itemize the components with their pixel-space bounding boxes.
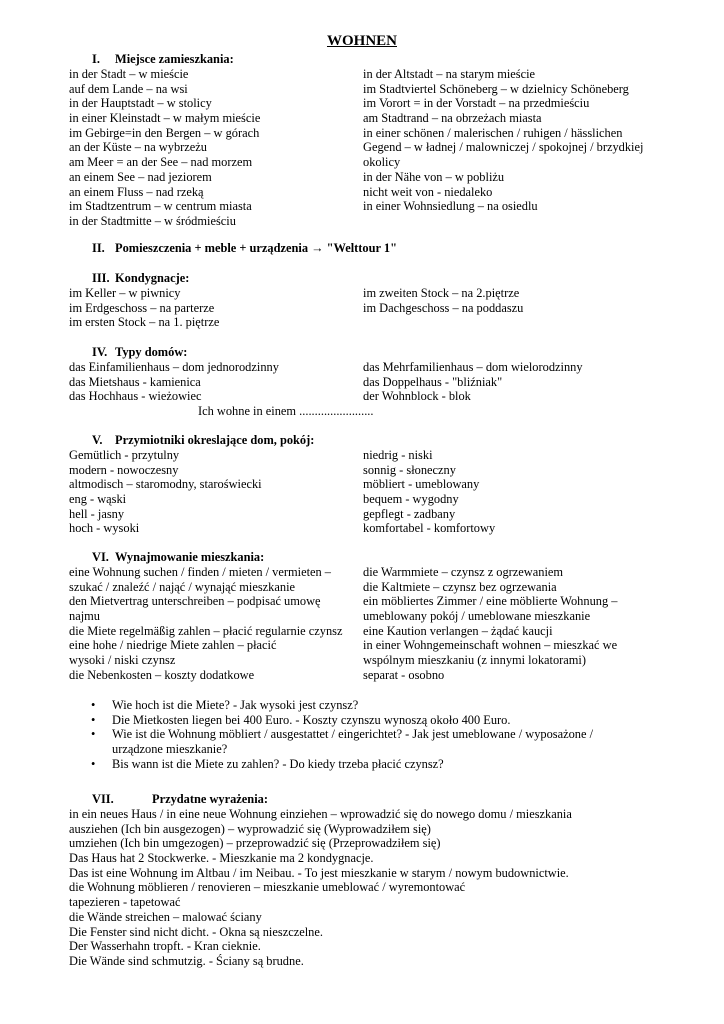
question-item: • Bis wann ist die Miete zu zahlen? - Do kiedy trzeba płacić czynsz? xyxy=(91,756,444,771)
fill-in-sentence: Ich wohne in einem ........................ xyxy=(198,404,374,418)
list-item: ein möbliertes Zimmer / eine möblierte Wohnung – xyxy=(363,594,618,609)
list-item: das Mehrfamilienhaus – dom wielorodzinny xyxy=(363,360,583,374)
section-5-left-column xyxy=(69,448,359,536)
list-item: im Vorort = in der Vorstadt – na przedmieściu xyxy=(363,96,590,111)
list-item: die Nebenkosten – koszty dodatkowe xyxy=(69,667,255,682)
document-title: WOHNEN xyxy=(326,33,397,49)
section-4-heading: IV. Typy domów: xyxy=(92,345,188,359)
section-3-right-column xyxy=(363,286,663,315)
list-item: im zweiten Stock – na 2.piętrze xyxy=(363,286,520,300)
list-item: an einem Fluss – nad rzeką xyxy=(69,184,204,199)
section-3-heading: III. Kondygnacje: xyxy=(92,271,190,285)
section-2-heading: II. Pomieszczenia + meble + urządzenia → "Welttour 1" xyxy=(92,241,397,255)
list-item: die Kaltmiete – czynsz bez ogrzewania xyxy=(363,579,557,594)
section-7 xyxy=(69,792,709,969)
list-item: ausziehen (Ich bin ausgezogen) – wyprowadzić się (Wyprowadziłem się) xyxy=(69,821,431,836)
section-4-left-column xyxy=(69,360,359,404)
list-item: in der Stadt – w mieście xyxy=(69,67,189,81)
list-item: in einer schönen / malerischen / ruhigen / hässlichen xyxy=(363,125,623,140)
list-item: in der Stadtmitte – w śródmieściu xyxy=(69,213,236,228)
list-item: bequem - wygodny xyxy=(363,492,459,507)
section-5-heading: V. Przymiotniki okreslające dom, pokój: xyxy=(92,433,315,447)
list-item: das Einfamilienhaus – dom jednorodzinny xyxy=(69,360,279,374)
question-item: • Die Mietkosten liegen bei 400 Euro. - Koszty czynszu wynoszą około 400 Euro. xyxy=(91,712,511,727)
section-3 xyxy=(69,271,709,330)
list-item: die Wände streichen – malować ściany xyxy=(69,909,262,924)
list-item: Das Haus hat 2 Stockwerke. - Mieszkanie ma 2 kondygnacje. xyxy=(69,851,374,866)
list-item: im Dachgeschoss – na poddaszu xyxy=(363,300,524,315)
bullet-icon: • xyxy=(91,712,96,727)
question-item: • Wie hoch ist die Miete? - Jak wysoki jest czynsz? xyxy=(91,698,359,712)
section-6-right-column xyxy=(363,565,663,683)
list-item: gepflegt - zadbany xyxy=(363,506,456,521)
list-item: modern - nowoczesny xyxy=(69,462,179,477)
list-item: die Warmmiete – czynsz z ogrzewaniem xyxy=(363,565,564,579)
list-item: hoch - wysoki xyxy=(69,521,140,536)
list-item: das Doppelhaus - "bliźniak" xyxy=(363,374,503,389)
section-1 xyxy=(69,52,709,228)
list-item: wspólnym mieszkaniu (z innymi lokatorami) xyxy=(363,653,586,668)
list-item: an einem See – nad jeziorem xyxy=(69,169,212,184)
bullet-icon: • xyxy=(91,698,96,712)
list-item: der Wohnblock - blok xyxy=(363,389,471,404)
list-item: in ein neues Haus / in eine neue Wohnung einziehen – wprowadzić się do nowego domu / mieszkania xyxy=(69,807,572,821)
list-item: separat - osobno xyxy=(363,667,445,682)
list-item: Die Wände sind schmutzig. - Ściany są brudne. xyxy=(69,953,304,968)
question-item: • Wie ist die Wohnung möbliert / ausgestattet / eingerichtet? - Jak jest umeblowane / wyposażone / urządzone mieszkanie? xyxy=(91,727,594,757)
section-4-right-column xyxy=(363,360,663,404)
list-item: in einer Kleinstadt – w małym mieście xyxy=(69,111,261,126)
list-item: tapezieren - tapetować xyxy=(69,895,181,910)
list-item: altmodisch – staromodny, staroświecki xyxy=(69,477,262,492)
list-item: im Stadtviertel Schöneberg – w dzielnicy Schöneberg xyxy=(363,81,629,96)
list-item: hell - jasny xyxy=(69,506,125,521)
list-item: Der Wasserhahn tropft. - Kran cieknie. xyxy=(69,939,261,954)
list-item: eine Wohnung suchen / finden / mieten / vermieten – xyxy=(69,565,332,579)
bullet-icon: • xyxy=(91,756,96,771)
list-item: in einer Wohnsiedlung – na osiedlu xyxy=(363,199,538,214)
list-item: komfortabel - komfortowy xyxy=(363,521,496,536)
list-item: auf dem Lande – na wsi xyxy=(69,81,188,96)
section-4 xyxy=(69,345,709,418)
section-1-left-column xyxy=(69,67,359,229)
list-item: am Stadtrand – na obrzeżach miasta xyxy=(363,111,542,126)
section-5 xyxy=(69,433,709,536)
list-item: möbliert - umeblowany xyxy=(363,477,480,492)
section-6-left-column xyxy=(69,565,359,683)
list-item: umeblowany pokój / umeblowane mieszkanie xyxy=(363,609,591,624)
list-item: in der Nähe von – w pobliżu xyxy=(363,169,505,184)
section-7-lines xyxy=(69,807,709,969)
list-item: in einer Wohngemeinschaft wohnen – mieszkać we xyxy=(363,638,618,653)
section-1-heading: I. Miejsce zamieszkania: xyxy=(92,52,234,66)
list-item: umziehen (Ich bin umgezogen) – przeprowadzić się (Przeprowadziłem się) xyxy=(69,836,441,851)
list-item: eine hohe / niedrige Miete zahlen – płacić xyxy=(69,638,277,653)
section-1-right-column xyxy=(363,67,663,214)
list-item: wysoki / niski czynsz xyxy=(69,653,176,668)
list-item: sonnig - słoneczny xyxy=(363,462,456,477)
list-item: im Gebirge=in den Bergen – w górach xyxy=(69,125,260,140)
list-item: szukać / znaleźć / nająć / wynająć mieszkanie xyxy=(69,579,296,594)
list-item: najmu xyxy=(69,609,100,624)
list-item: in der Hauptstadt – w stolicy xyxy=(69,96,212,111)
list-item: die Miete regelmäßig zahlen – płacić regularnie czynsz xyxy=(69,623,343,638)
section-5-right-column xyxy=(363,448,663,536)
list-item: das Hochhaus - wieżowiec xyxy=(69,389,202,404)
list-item: am Meer = an der See – nad morzem xyxy=(69,155,253,170)
section-2 xyxy=(69,241,709,256)
list-item: in der Altstadt – na starym mieście xyxy=(363,67,536,81)
list-item: im ersten Stock – na 1. piętrze xyxy=(69,315,220,330)
list-item: eng - wąski xyxy=(69,492,127,507)
list-item: Die Fenster sind nicht dicht. - Okna są nieszczelne. xyxy=(69,924,323,939)
list-item: im Erdgeschoss – na parterze xyxy=(69,300,215,315)
list-item: nicht weit von - niedaleko xyxy=(363,184,493,199)
list-item: die Wohnung möblieren / renovieren – mieszkanie umeblować / wyremontować xyxy=(69,880,466,895)
list-item: im Keller – w piwnicy xyxy=(69,286,181,300)
list-item: Gemütlich - przytulny xyxy=(69,448,180,462)
list-item: das Mietshaus - kamienica xyxy=(69,374,201,389)
list-item: im Stadtzentrum – w centrum miasta xyxy=(69,199,252,214)
section-6 xyxy=(69,550,709,771)
list-item: niedrig - niski xyxy=(363,448,433,462)
section-3-left-column xyxy=(69,286,359,330)
list-item: Gegend – w ładnej / malowniczej / spokojnej / brzydkiej xyxy=(363,140,644,155)
list-item: den Mietvertrag unterschreiben – podpisać umowę xyxy=(69,594,321,609)
list-item: eine Kaution verlangen – żądać kaucji xyxy=(363,623,553,638)
list-item: Das ist eine Wohnung im Altbau / im Neibau. - To jest mieszkanie w starym / nowym budownictwie. xyxy=(69,865,569,880)
section-7-heading: VII. Przydatne wyrażenia: xyxy=(92,792,268,806)
list-item: okolicy xyxy=(363,155,401,170)
section-6-heading: VI. Wynajmowanie mieszkania: xyxy=(92,550,265,564)
bullet-icon: • xyxy=(91,727,96,742)
list-item: an der Küste – na wybrzeżu xyxy=(69,140,207,155)
question-list xyxy=(69,698,652,772)
